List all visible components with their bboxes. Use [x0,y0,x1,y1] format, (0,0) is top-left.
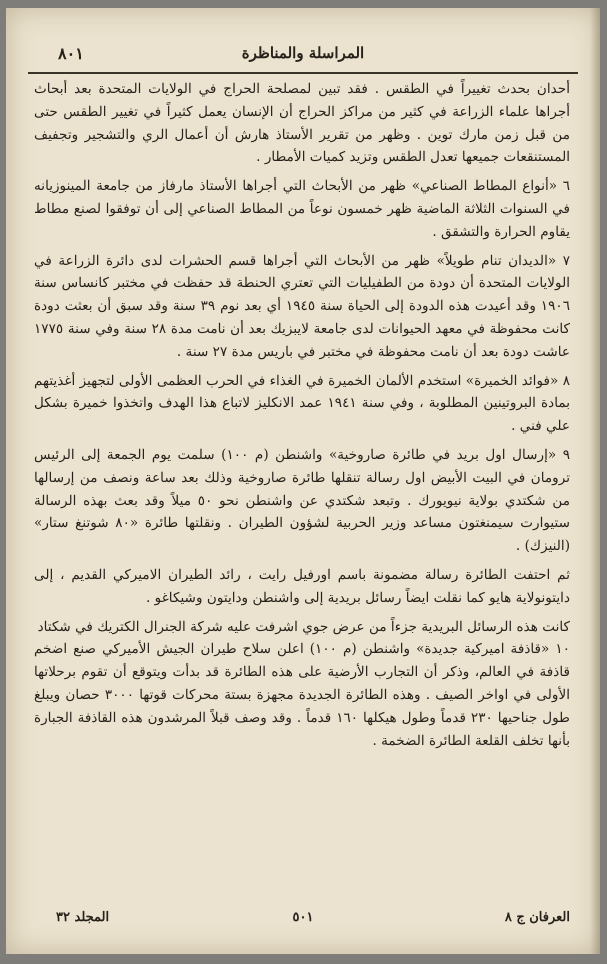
page-number: ٨٠١ [58,44,84,63]
footer-page-number: ٥٠١ [292,910,314,925]
paragraph-synthetic-rubber: ٦ «أنواع المطاط الصناعي» ظهر من الأبحاث التي أجراها الأستاذ مارفاز من جامعة المينوزيانه في السنوات الثلاثة الماضية ظهر خمسون نوعاً من المطاط الصناعي إلى أن توفقوا لصنع مطاط يقاوم الحرارة والتشقق . [34,178,570,240]
page-header [6,36,600,70]
running-title: المراسلة والمناظرة [241,44,365,62]
volume-label: المجلد ٣٢ [56,910,110,925]
article-body [34,78,570,878]
paragraph-bomber: ١٠ «قاذفة اميركية جديدة» واشنطن (م ١٠٠) اعلن سلاح طيران الجيش الأميركي صنع اضخم قاذفة في العالم، وذكر أن التجارب الأرضية على هذه الطائرة قد بدأت ويتوقع أن تقوم برحلاتها الأولى في اواخر الصيف . وهذه الطائرة الجديدة مجهزة بستة محركات قوتها ٣٠٠٠ حصان ويبلغ طول جناحيها ٢٣٠ قدماً وطول هيكلها ١٦٠ قدماً . وقد وصف قبلاً المرشدون هذه القاذفة الجبارة بأنها تخلف القلعة الطائرة الضخمة . [34,641,571,749]
paragraph-rocket-mail: ٩ «إرسال اول بريد في طائرة صاروخية» واشنطن (م ١٠٠) سلمت يوم الجمعة إلى الرئيس ترومان في البيت الأبيض اول رسالة تنقلها طائرة صاروخية وذلك بعد ساعة ونصف من إرسالها من شكتدي بولاية نيويورك . وتبعد شكتدي عن واشنطن نحو ٥٠ ميلاً وقد بعث بهذه الرسالة ستيوارت سيمنغتون مساعد وزير الحربية لشؤون الطيران . ونقلتها طائرة «٨٠ شوتنغ ستار» (النيزك) . [34,446,570,555]
journal-issue: العرفان ج ٨ [504,910,570,925]
page-footer [6,906,600,930]
paragraph-air-show: كانت هذه الرسائل البريدية جزءاً من عرض جوي اشرفت عليه شركة الجنرال الكتريك في شكتاد [37,618,570,635]
book-page [6,8,600,954]
page-edge-shadow [590,8,600,954]
header-rule [28,72,578,74]
paragraph-rocket-mail-cont: ثم احتفت الطائرة رسالة مضمونة باسم اورفيل رايت ، رائد الطيران الاميركي القديم ، إلى دايتونولاية هايو كما نقلت ايضاً رسائل بريدية إلى واشنطن ودايتون وشيكاغو . [34,566,570,606]
paragraph-weather: أحدان بحدث تغييراً في الطقس . فقد تبين لمصلحة الحراج في الولايات المتحدة بعد أبحاث أجراها علماء الزراعة في كثير من مراكز الحراج أن الإنسان يعمل كثيراً في تغيير الطقس حتى من قبل زمن مارك توين . وظهر من تقرير الأستاذ هارش أن أعمال الري والتشجير وتجفيف المستنقعات جميعها تعدل الطقس وتزيد كميات الأمطار . [34,81,570,166]
paragraph-yeast: ٨ «فوائد الخميرة» استخدم الألمان الخميرة في الغذاء في الحرب العظمى الأولى لتجهيز أغذيتهم بمادة البروتينين المطلوبة ، وفي سنة ١٩٤١ عمد الانكليز لاتباع هذا الهدف واتخذوا خميرة بشكل علي فني . [34,372,570,435]
paragraph-sleeping-worms: ٧ «الديدان تنام طويلاً» ظهر من الأبحاث التي أجراها قسم الحشرات لدى دائرة الزراعة في الولايات المتحدة أن دودة من الطفيليات التي تعتري الحنطة قد حفظت في مختبر كانساس سنة ١٩٠٦ وقد أعيدت هذه الدودة إلى الحياة سنة ١٩٤٥ أي بعد نوم ٣٩ سنة وقد سبق أن بعثت دودة كانت محفوظة في معهد الحيوانات لدى جامعة لايبزيك بعد أن نامت مدة ٢٨ سنة وفي سنة ١٧٧٥ عاشت دودة بعد أن نامت محفوظة في مختبر في باريس مدة ٢٧ سنة . [34,252,571,360]
